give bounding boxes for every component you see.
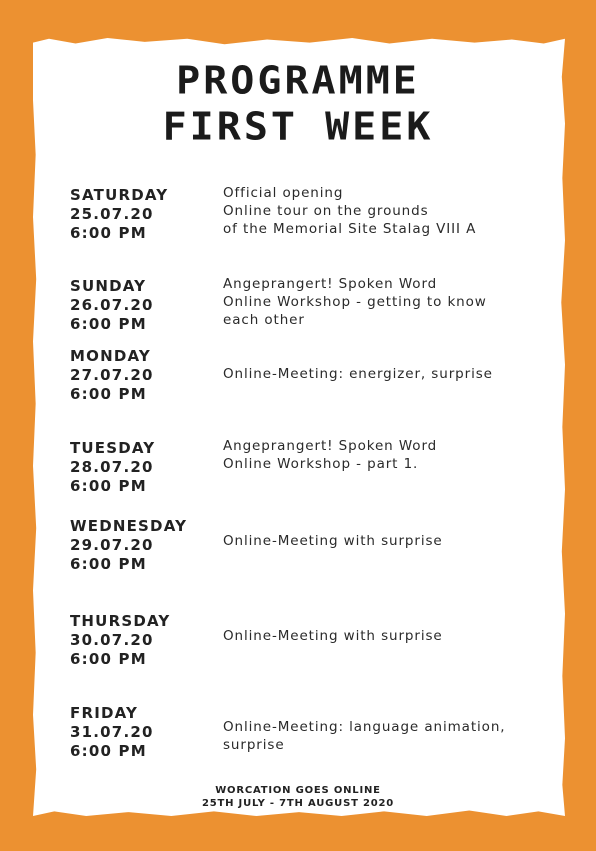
day-block-sunday <box>70 277 154 334</box>
event-line: Online-Meeting: language animation, <box>223 719 506 735</box>
event-line: each other <box>223 312 305 328</box>
event-line: Online-Meeting with surprise <box>223 533 443 549</box>
day-name: SATURDAY <box>70 186 169 204</box>
day-time: 6:00 PM <box>70 315 147 333</box>
event-line: Online-Meeting with surprise <box>223 628 443 644</box>
event-saturday <box>223 184 476 238</box>
day-date: 26.07.20 <box>70 296 154 314</box>
day-date: 28.07.20 <box>70 458 154 476</box>
title-line-2: FIRST WEEK <box>162 105 434 149</box>
day-time: 6:00 PM <box>70 224 147 242</box>
day-block-friday <box>70 704 154 761</box>
event-line: of the Memorial Site Stalag VIII A <box>223 221 477 237</box>
day-name: WEDNESDAY <box>70 517 188 535</box>
event-line: Online-Meeting: energizer, surprise <box>223 366 493 382</box>
event-line: Online tour on the grounds <box>223 203 429 219</box>
day-name: THURSDAY <box>70 612 171 630</box>
event-friday <box>223 718 505 754</box>
day-name: FRIDAY <box>70 704 139 722</box>
day-name: SUNDAY <box>70 277 147 295</box>
event-monday <box>223 365 493 383</box>
day-block-monday <box>70 347 154 404</box>
title-line-1: PROGRAMME <box>176 59 420 103</box>
event-line: Online Workshop - part 1. <box>223 456 419 472</box>
day-date: 30.07.20 <box>70 631 154 649</box>
day-block-wednesday <box>70 517 187 574</box>
event-line: Official opening <box>223 185 344 201</box>
day-date: 27.07.20 <box>70 366 154 384</box>
day-block-thursday <box>70 612 170 669</box>
paper-sheet <box>33 38 565 816</box>
day-block-tuesday <box>70 439 155 496</box>
day-name: MONDAY <box>70 347 151 365</box>
day-block-saturday <box>70 186 168 243</box>
day-time: 6:00 PM <box>70 555 147 573</box>
event-thursday <box>223 627 443 645</box>
footer-line-1: WORCATION GOES ONLINE <box>215 785 381 796</box>
day-time: 6:00 PM <box>70 385 147 403</box>
day-name: TUESDAY <box>70 439 156 457</box>
event-line: Angeprangert! Spoken Word <box>223 276 438 292</box>
event-line: Online Workshop - getting to know <box>223 294 487 310</box>
event-sunday <box>223 275 487 329</box>
event-line: surprise <box>223 737 285 753</box>
event-tuesday <box>223 437 437 473</box>
day-date: 25.07.20 <box>70 205 154 223</box>
event-line: Angeprangert! Spoken Word <box>223 438 438 454</box>
footer <box>0 784 596 810</box>
footer-line-2: 25TH JULY - 7TH AUGUST 2020 <box>201 798 395 809</box>
event-wednesday <box>223 532 443 550</box>
day-time: 6:00 PM <box>70 650 147 668</box>
day-time: 6:00 PM <box>70 477 147 495</box>
day-time: 6:00 PM <box>70 742 147 760</box>
day-date: 29.07.20 <box>70 536 154 554</box>
day-date: 31.07.20 <box>70 723 154 741</box>
